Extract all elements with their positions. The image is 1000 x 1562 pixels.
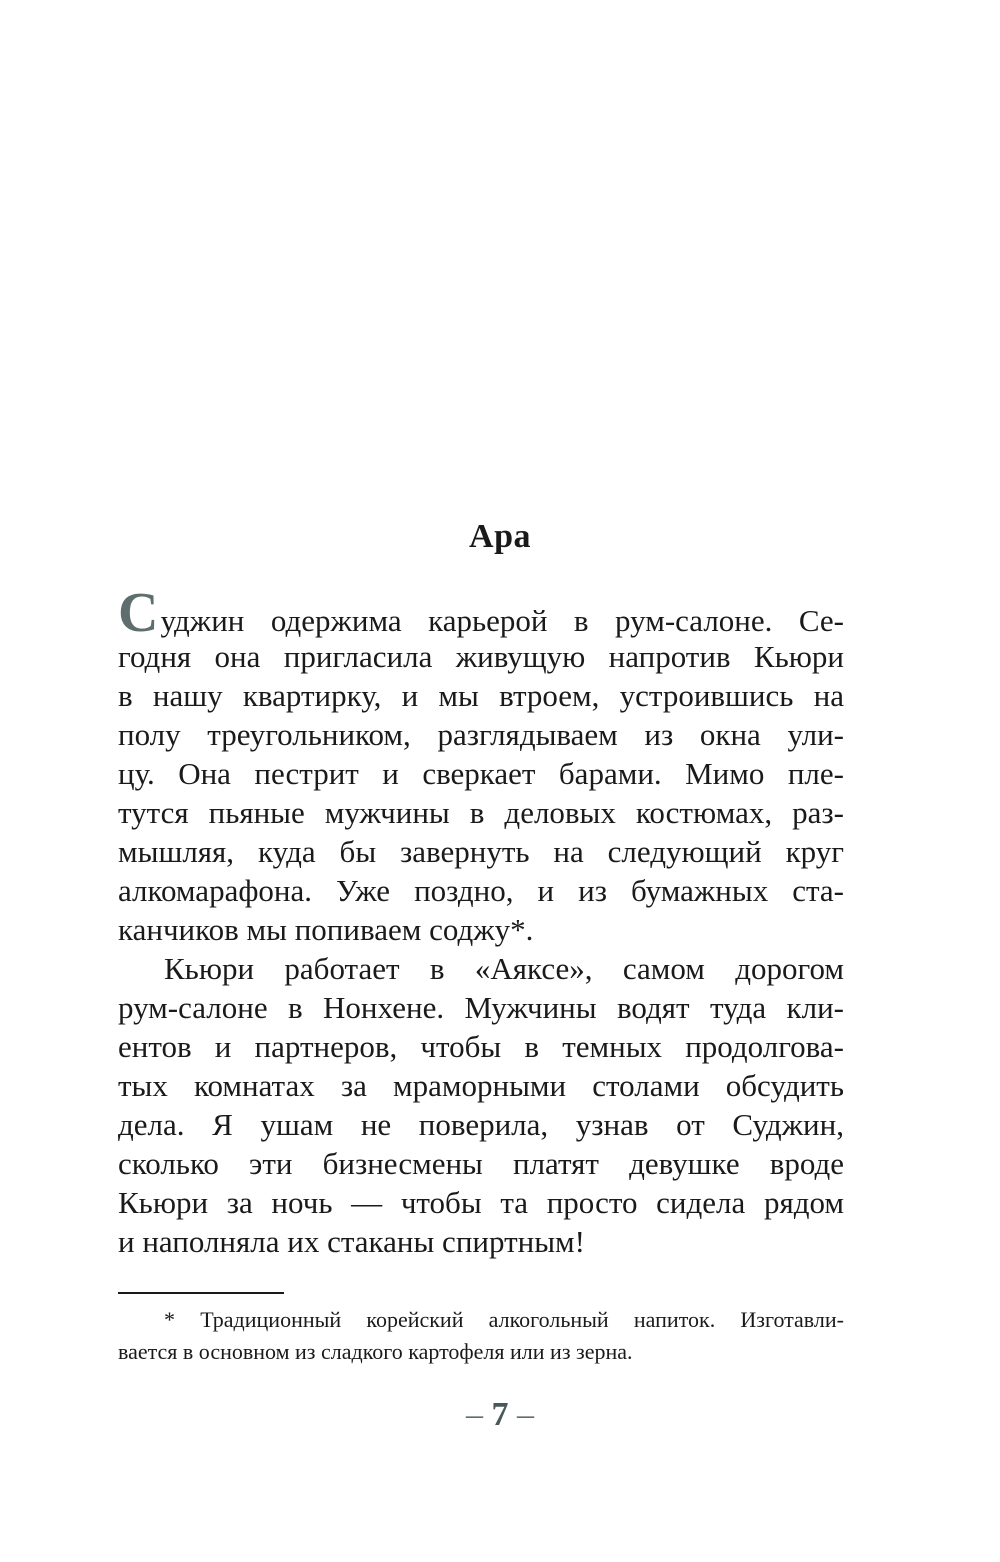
text-line: тутся пьяные мужчины в деловых костюмах, раз- (118, 795, 844, 830)
text-line: и наполняла их стаканы спиртным! (118, 1224, 585, 1259)
text-line: годня она пригласила живущую напротив Кьюри (118, 639, 844, 674)
text-line: дела. Я ушам не поверила, узнав от Суджин, (118, 1107, 844, 1142)
page-number (0, 1396, 1000, 1434)
text-line-content: уджин одержима карьерой в рум-салоне. Се- (160, 603, 844, 638)
drop-cap: С (118, 582, 159, 644)
page-number-value: 7 (491, 1396, 509, 1433)
footnote (118, 1304, 844, 1368)
page-number-dash-right: – (517, 1396, 534, 1433)
footnote-line: вается в основном из сладкого картофеля или из зерна. (118, 1339, 633, 1364)
text-line: тых комнатах за мраморными столами обсудить (118, 1068, 844, 1103)
text-line: Кьюри работает в «Аяксе», самом дорогом (164, 951, 844, 986)
text-line: ентов и партнеров, чтобы в темных продолгова- (118, 1029, 844, 1064)
chapter-title: Ара (469, 518, 531, 555)
text-line: рум-салоне в Нонхене. Мужчины водят туда кли- (118, 990, 844, 1025)
text-line: алкомарафона. Уже поздно, и из бумажных ста- (118, 873, 844, 908)
text-line: мышляя, куда бы завернуть на следующий круг (118, 834, 844, 869)
footnote-divider (118, 1292, 284, 1294)
text-line: в нашу квартирку, и мы втроем, устроившись на (118, 678, 844, 713)
text-line: канчиков мы попиваем соджу*. (118, 912, 534, 947)
text-line: цу. Она пестрит и сверкает барами. Мимо пле- (118, 756, 844, 791)
page-number-dash-left: – (466, 1396, 483, 1433)
body-text (118, 582, 844, 1261)
text-line: полу треугольником, разглядываем из окна ули- (118, 717, 844, 752)
text-line: Кьюри за ночь — чтобы та просто сидела рядом (118, 1185, 844, 1220)
text-line: сколько эти бизнесмены платят девушке вроде (118, 1146, 844, 1181)
footnote-line: * Традиционный корейский алкогольный напиток. Изготавли- (164, 1307, 844, 1332)
text-line (118, 582, 844, 644)
